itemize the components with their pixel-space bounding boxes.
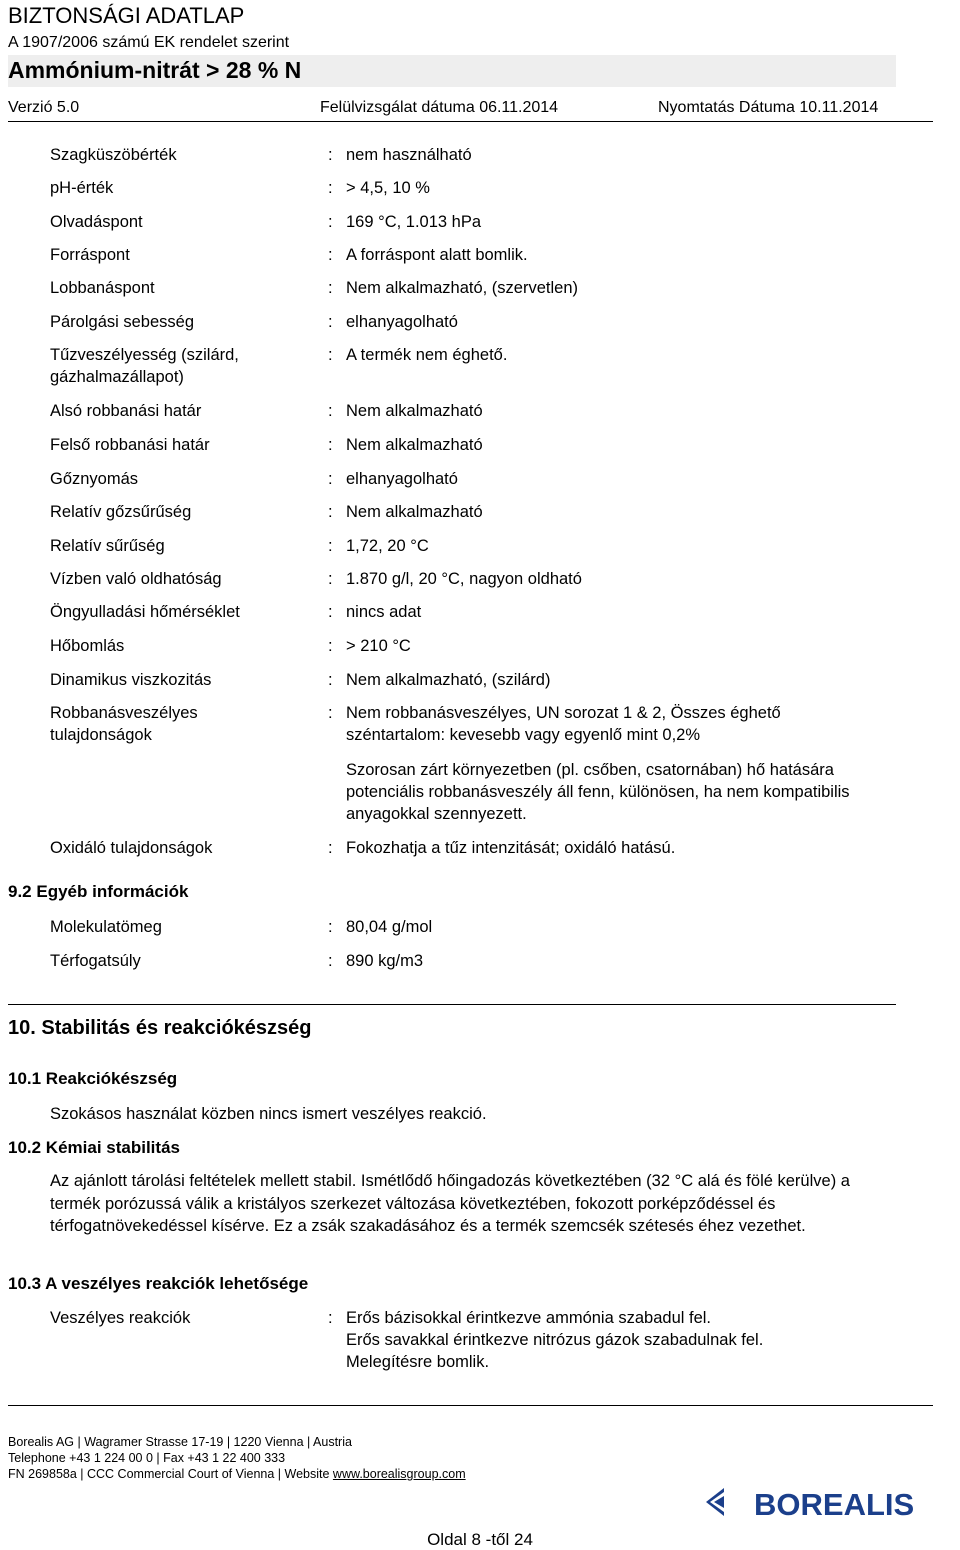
regulation-note: A 1907/2006 számú EK rendelet szerint (8, 34, 290, 51)
footer-rule (8, 1405, 933, 1406)
borealis-logo (700, 1478, 955, 1526)
section-10-1-title: 10.1 Reakciókészség (8, 1069, 178, 1088)
website-link[interactable]: www.borealisgroup.com (332, 1467, 466, 1481)
section-10-2-text: Az ajánlott tárolási feltételek mellett stabil. Ismétlődő hőingadozás következtében (32 °C alá és fölé kerülve) a termék porózussá válik a kristályos szerkezet változása következtében, fokozott porképződéssel és térfogatnövekedéssel kísérve. Ez a zsák szakadásához és a termék szemcsék szétesés éhez vezethet. (50, 1172, 850, 1235)
header-rule (8, 121, 933, 122)
footer-registry: FN 269858a | CCC Commercial Court of Vienna | Website www.borealisgroup.com (8, 1467, 466, 1481)
borealis-emblem-icon (706, 1488, 724, 1516)
section-10-2-title: 10.2 Kémiai stabilitás (8, 1138, 180, 1157)
section-rule (8, 1004, 896, 1005)
print-date: Nyomtatás Dátuma 10.11.2014 (658, 99, 879, 116)
version: Verzió 5.0 (8, 99, 80, 116)
page-number: Oldal 8 -től 24 (427, 1530, 533, 1549)
section-10-1-text: Szokásos használat közben nincs ismert veszélyes reakció. (50, 1105, 487, 1123)
section-10-3-title: 10.3 A veszélyes reakciók lehetősége (8, 1274, 309, 1293)
section-10-title: 10. Stabilitás és reakciókészség (8, 1017, 312, 1039)
revision-date: Felülvizsgálat dátuma 06.11.2014 (320, 99, 559, 116)
product-name: Ammónium-nitrát > 28 % N (8, 57, 302, 83)
logo-text: BOREALIS (754, 1487, 915, 1522)
footer-phone: Telephone +43 1 224 00 0 | Fax +43 1 22 400 333 (8, 1451, 286, 1465)
section-9-2-title: 9.2 Egyéb információk (8, 882, 189, 901)
footer-address: Borealis AG | Wagramer Strasse 17-19 | 1220 Vienna | Austria (8, 1435, 352, 1449)
document-title: BIZTONSÁGI ADATLAP (8, 3, 245, 28)
